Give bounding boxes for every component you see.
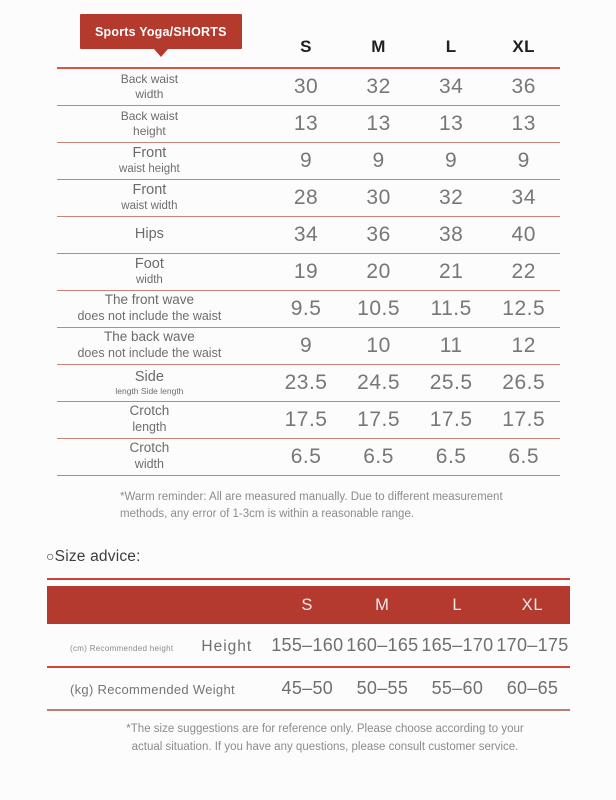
row-label-cell — [57, 68, 270, 105]
size-value: 9 — [415, 142, 488, 179]
weight-row — [47, 667, 570, 710]
size-value: 6.5 — [415, 438, 488, 475]
size-value: 11 — [415, 327, 488, 364]
row-label-cell — [57, 216, 270, 253]
row-label: The front wave — [104, 292, 195, 308]
category-badge-label: Sports Yoga/SHORTS — [95, 25, 227, 39]
size-header-row — [57, 26, 560, 68]
size-value: 6.5 — [342, 438, 415, 475]
size-value: 9 — [342, 142, 415, 179]
advice-column-l: L — [420, 586, 495, 624]
size-value: 13 — [342, 105, 415, 142]
row-label: Back waist — [120, 71, 179, 86]
height-unit-label: (cm) Recommended height — [70, 643, 174, 653]
row-sublabel: width — [135, 86, 164, 101]
row-label: Side — [134, 369, 164, 386]
height-value: 165–170 — [420, 624, 495, 667]
row-label-cell — [57, 142, 270, 179]
height-row — [47, 624, 570, 667]
advice-header-row — [47, 586, 570, 624]
size-value: 34 — [270, 216, 343, 253]
size-value: 22 — [487, 253, 560, 290]
table-row — [57, 364, 560, 401]
size-value: 9 — [270, 142, 343, 179]
height-label-cell — [47, 624, 270, 667]
height-value: 170–175 — [495, 624, 570, 667]
divider-line — [47, 578, 570, 580]
size-value: 36 — [487, 68, 560, 105]
row-label-cell — [57, 327, 270, 364]
size-value: 12.5 — [487, 290, 560, 327]
height-value: 160–165 — [345, 624, 420, 667]
row-sublabel: width — [135, 274, 163, 287]
size-value: 9 — [487, 142, 560, 179]
height-label: Height — [201, 637, 253, 655]
row-label: Back waist — [120, 108, 179, 123]
table-row — [57, 438, 560, 475]
size-value: 32 — [342, 68, 415, 105]
row-label-cell — [57, 253, 270, 290]
table-row — [57, 290, 560, 327]
size-advice-table — [47, 586, 570, 711]
size-value: 6.5 — [270, 438, 343, 475]
size-value: 17.5 — [270, 401, 343, 438]
row-label-cell — [57, 179, 270, 216]
size-value: 12 — [487, 327, 560, 364]
row-label-cell — [57, 290, 270, 327]
size-value: 19 — [270, 253, 343, 290]
row-label: Hips — [134, 226, 164, 243]
row-label: Front — [132, 145, 167, 162]
row-sublabel: length — [132, 420, 167, 435]
row-sublabel: waist height — [119, 163, 180, 176]
size-value: 34 — [415, 68, 488, 105]
row-label-cell — [57, 401, 270, 438]
advice-column-m: M — [345, 586, 420, 624]
size-value: 30 — [342, 179, 415, 216]
size-value: 23.5 — [270, 364, 343, 401]
size-value: 6.5 — [487, 438, 560, 475]
size-value: 9 — [270, 327, 343, 364]
size-value: 32 — [415, 179, 488, 216]
table-row — [57, 327, 560, 364]
size-advice-title: Size advice: — [54, 548, 141, 565]
row-sublabel: length Side length — [115, 386, 184, 397]
size-value: 40 — [487, 216, 560, 253]
row-label: Foot — [134, 256, 164, 273]
weight-value: 45–50 — [270, 667, 345, 710]
row-label-cell — [57, 105, 270, 142]
row-label: Crotch — [129, 440, 170, 456]
height-value: 155–160 — [270, 624, 345, 667]
size-value: 30 — [270, 68, 343, 105]
size-value: 38 — [415, 216, 488, 253]
warm-reminder: *Warm reminder: All are measured manually. Due to different measurement methods, any error of 1-3cm is within a reasonable range. — [120, 491, 503, 521]
row-sublabel: height — [133, 123, 166, 138]
advice-column-xl: XL — [495, 586, 570, 624]
size-value: 17.5 — [342, 401, 415, 438]
advice-note: *The size suggestions are for reference only. Please choose according to your actual situation. If you have any questions, please consult customer service. — [126, 723, 524, 753]
size-value: 17.5 — [415, 401, 488, 438]
size-value: 13 — [487, 105, 560, 142]
size-value: 17.5 — [487, 401, 560, 438]
row-label: The back wave — [103, 329, 195, 345]
size-column-m: M — [342, 26, 415, 68]
size-column-l: L — [415, 26, 488, 68]
row-sublabel: width — [134, 457, 164, 472]
row-label: Front — [132, 182, 167, 199]
table-row — [57, 216, 560, 253]
size-header-empty-cell — [57, 26, 270, 68]
size-value: 9.5 — [270, 290, 343, 327]
size-value: 13 — [270, 105, 343, 142]
circle-bullet-icon: ○ — [46, 548, 55, 564]
measurement-table — [57, 26, 560, 476]
size-value: 10 — [342, 327, 415, 364]
table-row — [57, 68, 560, 105]
row-label: Crotch — [129, 403, 170, 419]
size-value: 10.5 — [342, 290, 415, 327]
table-row — [57, 401, 560, 438]
row-sublabel: does not include the waist — [77, 309, 222, 324]
size-value: 13 — [415, 105, 488, 142]
advice-header-empty-cell — [47, 586, 270, 624]
row-sublabel: does not include the waist — [77, 346, 222, 361]
size-column-xl: XL — [487, 26, 560, 68]
size-advice-heading — [46, 548, 141, 566]
size-value: 21 — [415, 253, 488, 290]
weight-value: 60–65 — [495, 667, 570, 710]
size-value: 20 — [342, 253, 415, 290]
table-row — [57, 179, 560, 216]
weight-label-cell — [47, 667, 270, 710]
size-value: 24.5 — [342, 364, 415, 401]
row-label-cell — [57, 438, 270, 475]
table-row — [57, 142, 560, 179]
size-value: 36 — [342, 216, 415, 253]
row-sublabel: waist width — [121, 200, 178, 213]
table-row — [57, 253, 560, 290]
size-value: 34 — [487, 179, 560, 216]
size-value: 25.5 — [415, 364, 488, 401]
table-row — [57, 105, 560, 142]
weight-value: 55–60 — [420, 667, 495, 710]
row-label-cell — [57, 364, 270, 401]
size-advice-section — [47, 578, 570, 757]
weight-label: (kg) Recommended Weight — [70, 682, 235, 697]
weight-value: 50–55 — [345, 667, 420, 710]
size-value: 28 — [270, 179, 343, 216]
advice-column-s: S — [270, 586, 345, 624]
size-value: 26.5 — [487, 364, 560, 401]
size-column-s: S — [270, 26, 343, 68]
size-value: 11.5 — [415, 290, 488, 327]
